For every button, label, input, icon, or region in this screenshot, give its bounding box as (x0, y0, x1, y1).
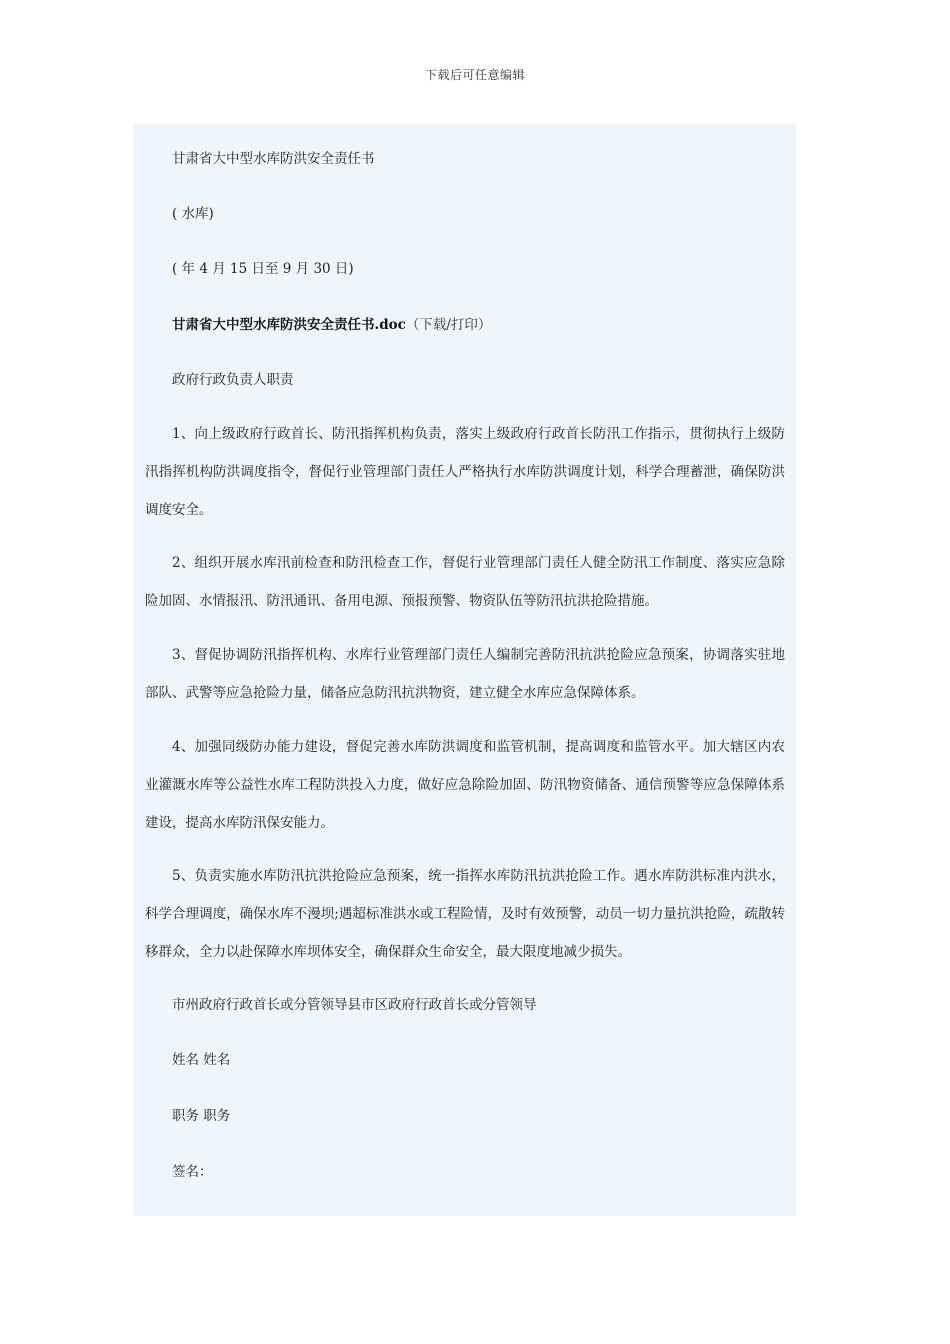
duty-paragraph-1: 1、向上级政府行政首长、防汛指挥机构负责，落实上级政府行政首长防汛工作指示，贯彻执行上级防汛指挥机构防洪调度指令，督促行业管理部门责任人严格执行水库防洪调度计划，科学合理蓄泄，确保防洪调度安全。 (145, 426, 785, 518)
document-title: 甘肃省大中型水库防洪安全责任书 (172, 151, 375, 167)
period-line: ( 年 4 月 15 日至 9 月 30 日) (172, 261, 354, 277)
position-line: 职务 职务 (172, 1108, 231, 1124)
page-header-note: 下载后可任意编辑 (424, 68, 525, 82)
reservoir-line: ( 水库) (172, 206, 214, 222)
signature-line: 签名： (172, 1164, 213, 1180)
leaders-line: 市州政府行政首长或分管领导县市区政府行政首长或分管领导 (172, 997, 537, 1013)
download-link-filename[interactable]: 甘肃省大中型水库防洪安全责任书.doc (172, 317, 406, 333)
duty-paragraph-3: 3、督促协调防汛指挥机构、水库行业管理部门责任人编制完善防汛抗洪抢险应急预案，协调落实驻地部队、武警等应急抢险力量，储备应急防汛抗洪物资，建立健全水库应急保障体系。 (145, 647, 785, 701)
duty-paragraph-4: 4、加强同级防办能力建设，督促完善水库防洪调度和监管机制，提高调度和监管水平。加大辖区内农业灌溉水库等公益性水库工程防洪投入力度，做好应急除险加固、防汛物资储备、通信预警等应急保障体系建设，提高水库防汛保安能力。 (145, 739, 785, 831)
section-heading: 政府行政负责人职责 (172, 372, 294, 388)
download-link[interactable] (172, 315, 491, 335)
document-panel (133, 124, 796, 1216)
download-link-note[interactable]: （下载/打印） (405, 317, 492, 333)
name-line: 姓名 姓名 (172, 1052, 231, 1068)
duty-paragraph-2: 2、组织开展水库汛前检查和防汛检查工作，督促行业管理部门责任人健全防汛工作制度、落实应急除险加固、水情报汛、防汛通讯、备用电源、预报预警、物资队伍等防汛抗洪抢险措施。 (145, 555, 785, 609)
duty-paragraph-5: 5、负责实施水库防汛抗洪抢险应急预案，统一指挥水库防汛抗洪抢险工作。遇水库防洪标准内洪水，科学合理调度，确保水库不漫坝;遇超标准洪水或工程险情，及时有效预警，动员一切力量抗洪抢险，疏散转移群众，全力以赴保障水库坝体安全，确保群众生命安全，最大限度地减少损失。 (145, 868, 785, 960)
